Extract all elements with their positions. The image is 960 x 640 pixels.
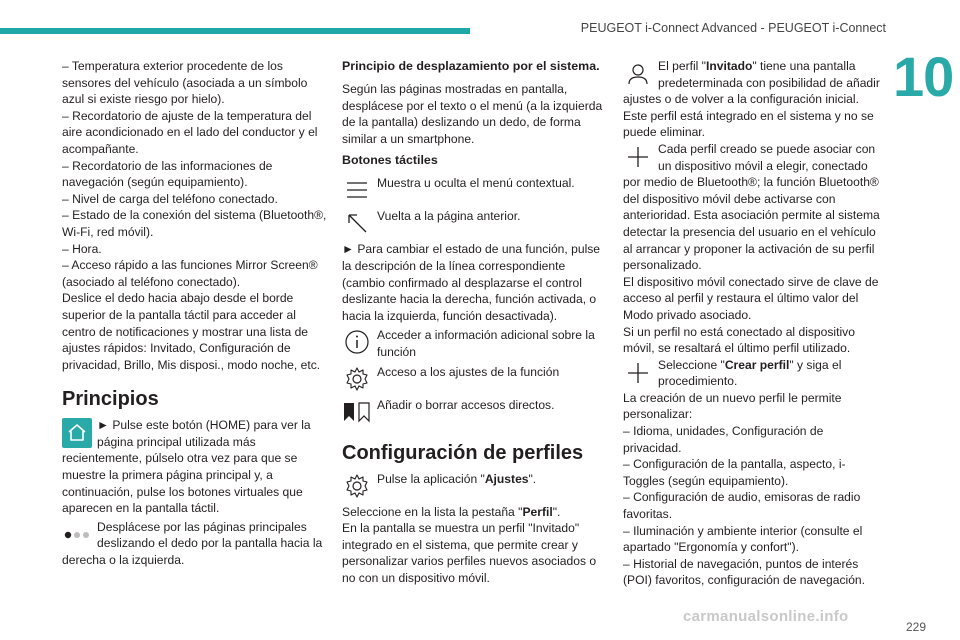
column-3 [623,58,885,589]
scroll-text: Según las páginas mostradas en pantalla, desplácese por el texto o el menú (a la izquierda de la pantalla) deslizando un dedo, de forma similar a un smartphone. [342,82,603,146]
touch-buttons-title: Botones táctiles [342,153,438,168]
notification-paragraph: Deslice el dedo hacia abajo desde el borde superior de la pantalla táctil para acceder al centro de notificaciones y mostrar una lista de ajustes rápidos: Invitado, Configuración de privacidad, Brillo, Mis disposi., modo noche, etc. [62,291,321,372]
back-arrow-icon [342,208,372,238]
plus-icon [623,142,653,172]
new-profile-text: La creación de un nuevo perfil le permite personalizar: [623,390,842,422]
back-row [342,208,604,238]
settings-text: Acceso a los ajustes de la función [377,364,560,379]
connected-text: El dispositivo móvil conectado sirve de clave de acceso al perfil y restaura el último valor del Modo privado asociado. [623,274,879,322]
info-icon [342,327,372,357]
create-profile-block [623,357,885,390]
bookmark-icon [342,397,372,427]
status-line: – Estado de la conexión del sistema (Bluetooth®, Wi-Fi, red móvil). [62,208,327,239]
assoc-text: Cada perfil creado se puede asociar con un dispositivo móvil a elegir, conectado por medio de Bluetooth®; la función Bluetooth® del dispositivo móvil debe activarse con anterioridad. Esta asociación permite al sistema detectar la presencia del usuario en el vehículo al arrancar y proponer la activación de su perfil personalizado. [623,141,880,273]
apply-row [342,471,604,501]
user-icon [623,59,653,89]
shortcuts-text: Añadir o borrar accesos directos. [377,397,555,412]
guest-profile-block [623,58,885,141]
list-item: – Historial de navegación, puntos de interés (POI) favoritos, configuración de navegación. [623,556,866,588]
watermark: carmanualsonline.info [683,608,849,625]
column-1 [62,58,327,569]
menu-text: Muestra u oculta el menú contextual. [377,176,575,191]
select-profile-text: Seleccione en la lista la pestaña "Perfil". [342,504,561,519]
status-line: – Nivel de carga del teléfono conectado. [62,191,278,206]
scroll-principle-title: Principio de desplazamiento por el sistema. [342,59,600,73]
page-number: 229 [906,620,927,634]
status-line: – Recordatorio de las informaciones de navegación (según equipamiento). [62,158,273,190]
settings-row [342,364,604,394]
create-profile-text: Seleccione "Crear perfil" y siga el procedimiento. [658,357,842,389]
home-text: ► Pulse este botón (HOME) para ver la página principal utilizada más recientemente, púlselo otra vez para que se muestre la primera página principal y, a continuación, pulse los botones virtuales que aparecen en la pantalla táctil. [62,418,311,516]
assoc-block [623,141,885,274]
menu-row [342,175,604,205]
not-connected-text: Si un perfil no está conectado al dispositivo móvil, se resaltará el último perfil utilizado. [623,324,855,356]
status-line: – Hora. [62,241,102,256]
shortcuts-row [342,397,604,427]
plus-icon [623,358,653,388]
list-item: – Configuración de la pantalla, aspecto, i-Toggles (según equipamiento). [623,457,846,488]
gear-icon [342,364,372,394]
section-title-perfiles: Configuración de perfiles [342,441,584,464]
gear-icon [342,471,372,501]
swipe-instruction [62,519,327,569]
page-dots-icon [62,520,92,550]
swipe-text: Desplácese por las páginas principales deslizando el dedo por la pantalla hacia la derecha o la izquierda. [62,519,323,568]
home-icon [62,418,92,448]
section-title-principios: Principios [62,388,159,411]
toggle-text: ► Para cambiar el estado de una función, pulse la descripción de la línea correspondiente (cambio confirmado al desplazarse el control deslizante hacia la derecha, función activada, o hacia la izquierda, función desactivada). [342,242,601,323]
list-item: – Idioma, unidades, Configuración de privacidad. [623,424,824,455]
info-row [342,327,604,360]
status-line: – Acceso rápido a las funciones Mirror Screen® (asociado al teléfono conectado). [62,258,318,289]
profile-text: En la pantalla se muestra un perfil "Invitado" integrado en el sistema, que permite crear y personalizar varios perfiles nuevos asociados o no con un dispositivo móvil. [342,521,597,585]
list-item: – Iluminación y ambiente interior (consulte el apartado "Ergonomía y confort"). [623,523,863,555]
back-text: Vuelta a la página anterior. [377,209,521,224]
guest-text: El perfil "Invitado" tiene una pantalla predeterminada con posibilidad de añadir ajustes o de volver a la configuración inicial. Este perfil está integrado en el sistema y no se puede eliminar. [623,59,880,140]
status-line: – Temperatura exterior procedente de los sensores del vehículo (asociada a un símbolo azul si existe riesgo por hielo). [62,59,308,107]
list-item: – Configuración de audio, emisoras de radio favoritas. [623,490,861,522]
column-2 [342,58,604,587]
home-instruction [62,417,327,517]
info-text: Acceder a información adicional sobre la función [377,328,595,359]
apply-text: Pulse la aplicación "Ajustes". [377,471,537,486]
status-line: – Recordatorio de ajuste de la temperatura del aire acondicionado en el lado del conductor y el acompañante. [62,108,318,156]
chapter-number: 10 [893,45,954,108]
menu-icon [342,175,372,205]
running-header: PEUGEOT i-Connect Advanced - PEUGEOT i-Connect [580,21,886,35]
